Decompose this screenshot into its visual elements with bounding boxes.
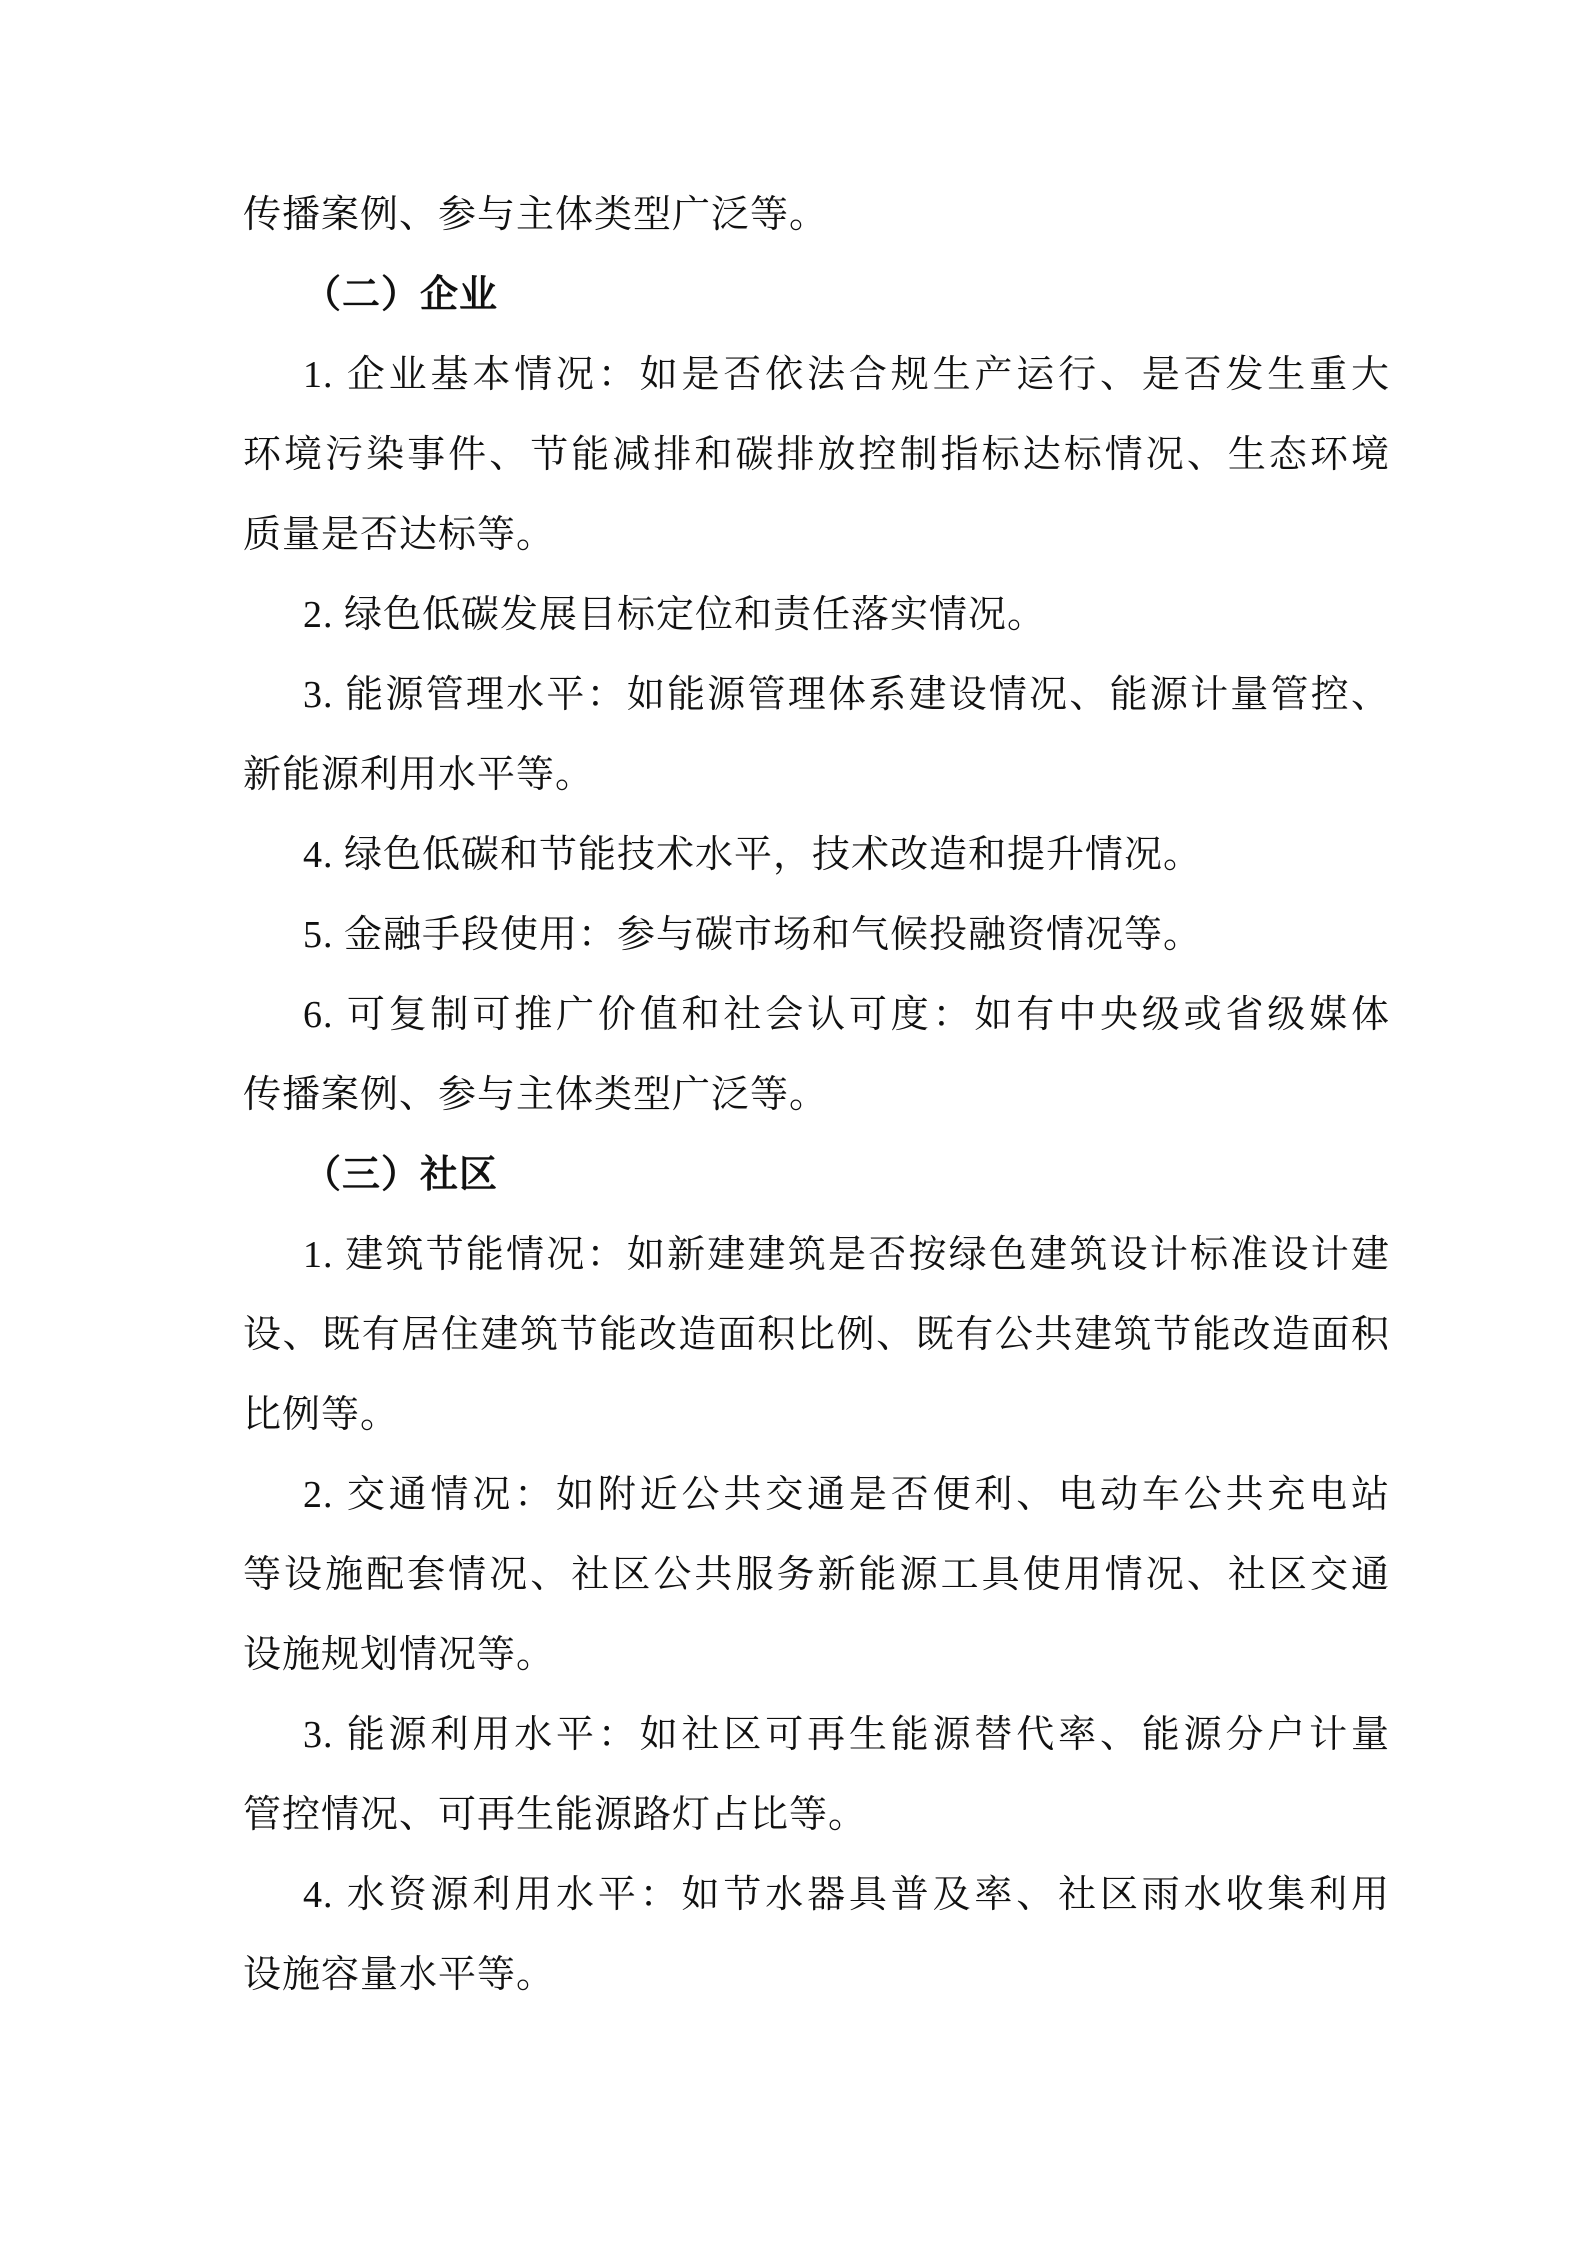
list-item-line: 1. 企业基本情况：如是否依法合规生产运行、是否发生重大 [303,354,1390,396]
paragraph-line: 环境污染事件、节能减排和碳排放控制指标达标情况、生态环境 [243,434,1390,476]
paragraph-end-line: 传播案例、参与主体类型广泛等。 [243,194,829,236]
paragraph-end-line: 传播案例、参与主体类型广泛等。 [243,1074,829,1116]
paragraph-end-line: 设施规划情况等。 [243,1634,556,1676]
section-heading-community: （三）社区 [303,1154,499,1196]
paragraph-end-line: 设施容量水平等。 [243,1954,556,1996]
paragraph-end-line: 管控情况、可再生能源路灯占比等。 [243,1794,868,1836]
paragraph-end-line: 比例等。 [243,1394,400,1436]
paragraph-line: 设、既有居住建筑节能改造面积比例、既有公共建筑节能改造面积 [243,1314,1390,1356]
list-item-line: 5. 金融手段使用：参与碳市场和气候投融资情况等。 [303,914,1203,956]
list-item-line: 3. 能源管理水平：如能源管理体系建设情况、能源计量管控、 [303,674,1390,716]
list-item-line: 2. 交通情况：如附近公共交通是否便利、电动车公共充电站 [303,1474,1390,1516]
list-item-line: 4. 水资源利用水平：如节水器具普及率、社区雨水收集利用 [303,1874,1390,1916]
list-item-line: 1. 建筑节能情况：如新建建筑是否按绿色建筑设计标准设计建 [303,1234,1390,1276]
document-body [243,175,1390,2015]
list-item-line: 4. 绿色低碳和节能技术水平，技术改造和提升情况。 [303,834,1203,876]
list-item-line: 2. 绿色低碳发展目标定位和责任落实情况。 [303,594,1047,636]
section-heading-enterprise: （二）企业 [303,274,499,316]
paragraph-end-line: 质量是否达标等。 [243,514,556,556]
list-item-line: 6. 可复制可推广价值和社会认可度：如有中央级或省级媒体 [303,994,1390,1036]
paragraph-line: 等设施配套情况、社区公共服务新能源工具使用情况、社区交通 [243,1554,1390,1596]
list-item-line: 3. 能源利用水平：如社区可再生能源替代率、能源分户计量 [303,1714,1390,1756]
paragraph-end-line: 新能源利用水平等。 [243,754,595,796]
